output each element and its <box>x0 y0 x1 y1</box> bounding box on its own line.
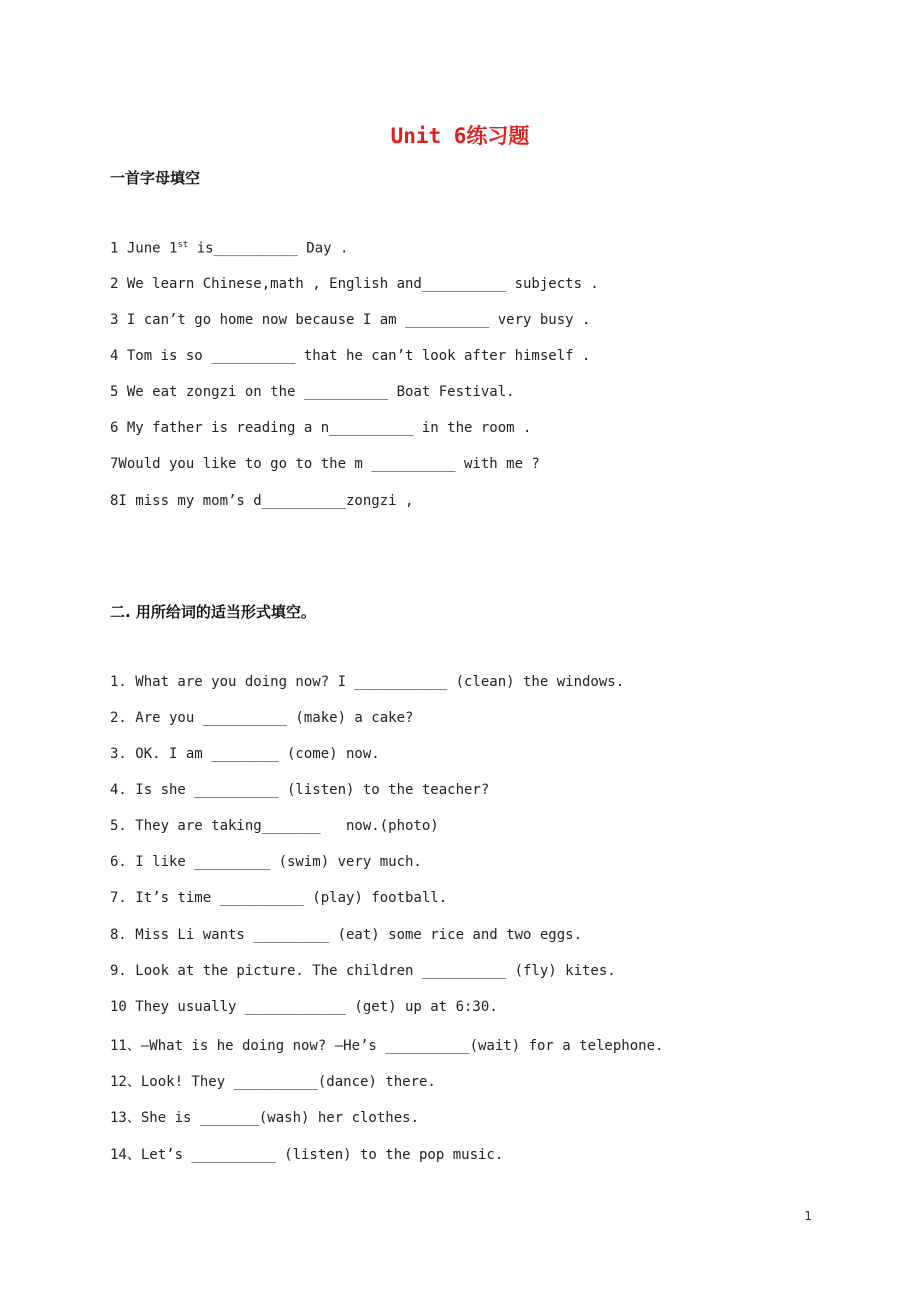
page-title: Unit 6练习题 <box>390 124 530 148</box>
section2-item: 14、Let’s __________ (listen) to the pop music. <box>110 1147 504 1163</box>
section2-item: 12、Look! They __________(dance) there. <box>110 1074 436 1090</box>
section2-item: 10 They usually ____________ (get) up at 6:30. <box>110 999 498 1015</box>
section1-item: 8I miss my mom’s d__________zongzi , <box>110 493 414 509</box>
section2-item: 7. It’s time __________ (play) football. <box>110 890 448 906</box>
section2-item: 6. I like _________ (swim) very much. <box>110 854 422 870</box>
section2-item: 13、She is _______(wash) her clothes. <box>110 1110 420 1126</box>
section1-item: 2 We learn Chinese,math , English and__________ subjects . <box>110 276 599 292</box>
page-number: 1 <box>804 1209 812 1223</box>
section1-item: 1 June 1st is__________ Day . <box>110 240 349 257</box>
section2-heading: 二. 用所给词的适当形式填空。 <box>110 603 316 621</box>
section1-item: 7Would you like to go to the m __________ with me ? <box>110 456 540 472</box>
section1-item: 4 Tom is so __________ that he can’t look after himself . <box>110 348 591 364</box>
section2-item: 11、—What is he doing now? —He’s __________(wait) for a telephone. <box>110 1038 664 1054</box>
section1-item: 3 I can’t go home now because I am __________ very busy . <box>110 312 591 328</box>
section1-item: 6 My father is reading a n__________ in the room . <box>110 420 532 436</box>
section2-item: 5. They are taking_______ now.(photo) <box>110 818 439 834</box>
section2-item: 1. What are you doing now? I ___________ (clean) the windows. <box>110 674 625 690</box>
section2-item: 4. Is she __________ (listen) to the teacher? <box>110 782 490 798</box>
section1-item: 5 We eat zongzi on the __________ Boat Festival. <box>110 384 515 400</box>
section2-item: 9. Look at the picture. The children __________ (fly) kites. <box>110 963 616 979</box>
section1-heading: 一首字母填空 <box>110 169 201 187</box>
section2-item: 8. Miss Li wants _________ (eat) some rice and two eggs. <box>110 927 583 943</box>
section2-item: 2. Are you __________ (make) a cake? <box>110 710 414 726</box>
section2-item: 3. OK. I am ________ (come) now. <box>110 746 380 762</box>
